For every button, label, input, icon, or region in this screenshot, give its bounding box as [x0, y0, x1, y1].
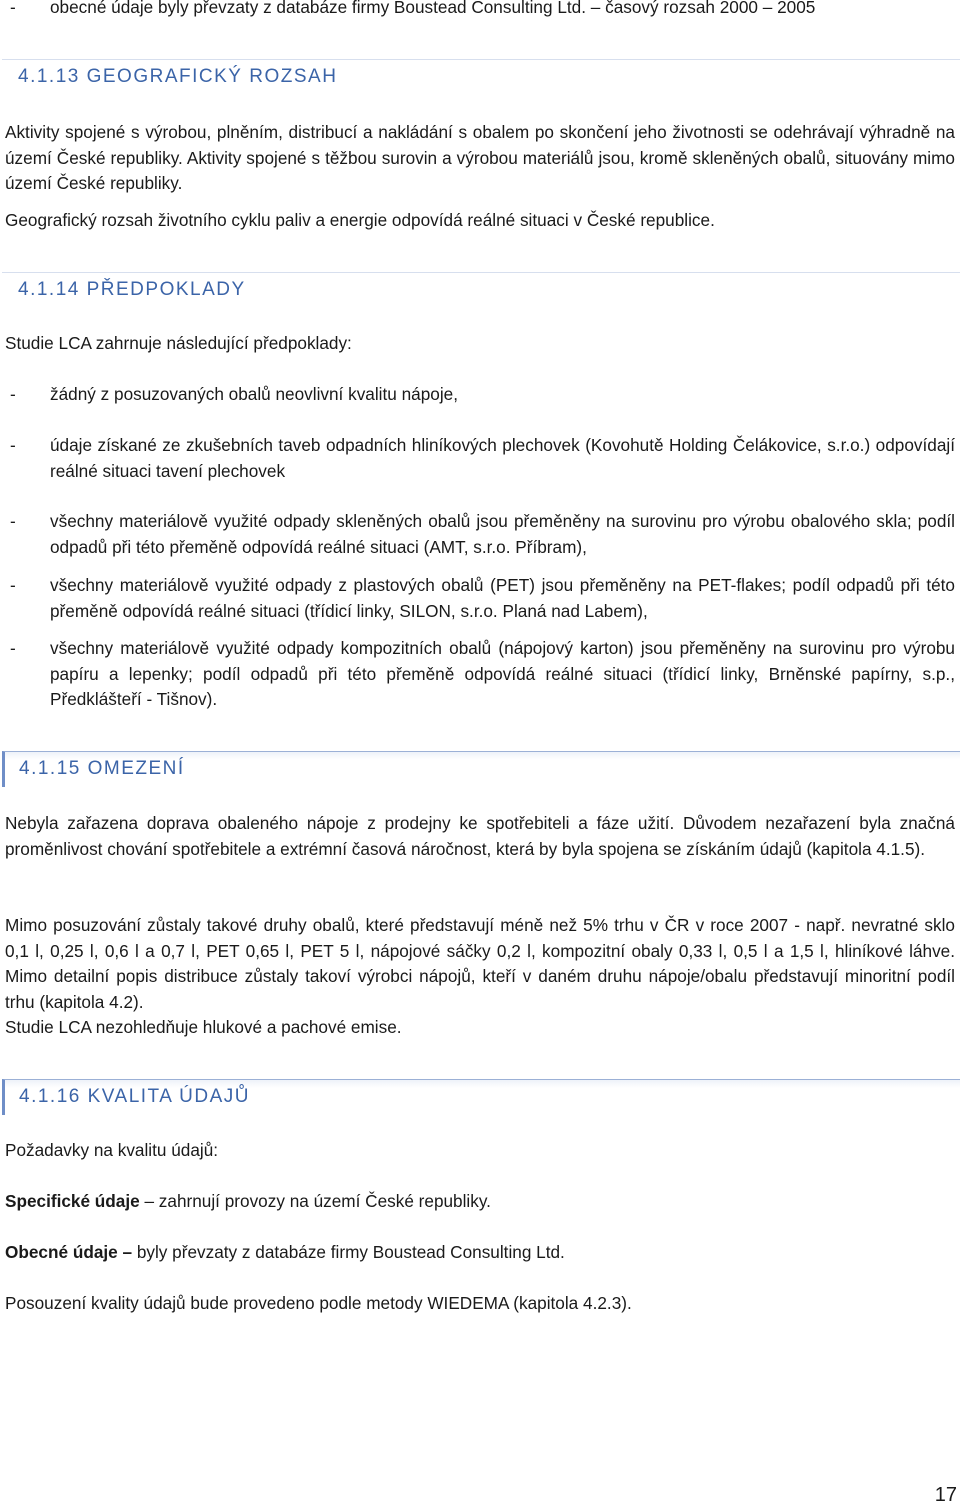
paragraph-specific-data [5, 1189, 955, 1215]
paragraph: Aktivity spojené s výrobou, plněním, distribucí a nakládání s obalem po skončení jeho životnosti se odehrávají výhradně na území České republiky. Aktivity spojené s těžbou surovin a výrobou materiálů jsou, kromě skleněných obalů, situovány mimo území České republiky. [5, 122, 955, 194]
section-heading-geograficky-rozsah: 4.1.13 GEOGRAFICKÝ ROZSAH [2, 59, 960, 95]
list-item-text: všechny materiálově využité odpady z plastových obalů (PET) jsou přeměněny na PET-flakes; podíl odpadů při této přeměně odpovídá reálné situaci (třídicí linky, SILON, s.r.o. Planá nad Labem), [50, 575, 955, 621]
paragraph-general-data [5, 1240, 955, 1266]
paragraph-text: byly převzaty z databáze firmy Boustead Consulting Ltd. [132, 1242, 565, 1262]
page-number: 17 [934, 1484, 957, 1506]
list-dash: - [10, 384, 16, 404]
list-item-text: žádný z posuzovaných obalů neovlivní kvalitu nápoje, [50, 384, 458, 404]
paragraph: Posouzení kvality údajů bude provedeno podle metody WIEDEMA (kapitola 4.2.3). [5, 1293, 632, 1313]
list-item-text: obecné údaje byly převzaty z databáze firmy Boustead Consulting Ltd. – časový rozsah 2000 – 2005 [50, 0, 816, 17]
paragraph-text: – zahrnují provozy na území České republiky. [139, 1191, 491, 1211]
list-dash: - [10, 511, 16, 531]
paragraph: Geografický rozsah životního cyklu paliv a energie odpovídá reálné situaci v České republice. [5, 210, 715, 230]
list-dash: - [10, 0, 16, 17]
paragraph: Mimo posuzování zůstaly takové druhy obalů, které představují méně než 5% trhu v ČR v roce 2007 - např. nevratné sklo 0,1 l, 0,25 l, 0,6 l a 0,7 l, PET 0,65 l, PET 5 l, nápojové sáčky 0,2 l, kompozitní obaly 0,33 l, 0,5 l a 1,5 l, hliníkové láhve. Mimo detailní popis distribuce zůstaly takoví výrobci nápojů, kteří v daném druhu nápoje/obalu představují minoritní podíl trhu (kapitola 4.2). [5, 915, 955, 1012]
list-item-text: údaje získané ze zkušebních taveb odpadních hliníkových plechovek (Kovohutě Holding Čelákovice, s.r.o.) odpovídají reálné situaci tavení plechovek [50, 435, 955, 481]
paragraph: Požadavky na kvalitu údajů: [5, 1140, 219, 1160]
section-heading-kvalita-udaju: 4.1.16 KVALITA ÚDAJŮ [2, 1079, 960, 1115]
section-heading-omezeni: 4.1.15 OMEZENÍ [2, 751, 960, 787]
bold-label: Specifické údaje [5, 1191, 140, 1211]
list-dash: - [10, 638, 16, 658]
list-dash: - [10, 435, 16, 455]
list-item-text: všechny materiálově využité odpady skleněných obalů jsou přeměněny na surovinu pro výrobu obalového skla; podíl odpadů při této přeměně odpovídá reálné situaci (AMT, s.r.o. Příbram), [50, 511, 955, 557]
paragraph: Nebyla zařazena doprava obaleného nápoje z prodejny ke spotřebiteli a fáze užití. Důvodem nezařazení byla značná proměnlivost chování spotřebitele a extrémní časová náročnost, která by byla spojena se získáním údajů (kapitola 4.1.5). [5, 813, 955, 859]
list-item-text: všechny materiálově využité odpady kompozitních obalů (nápojový karton) jsou přeměněny na surovinu pro výrobu papíru a lepenky; podíl odpadů při této přeměně odpovídá reálné situaci (třídicí linky, Brněnské papírny, s.p., Předklášteří - Tišnov). [50, 638, 955, 710]
bold-label: Obecné údaje – [5, 1242, 133, 1262]
paragraph: Studie LCA zahrnuje následující předpoklady: [5, 333, 352, 353]
section-heading-predpoklady: 4.1.14 PŘEDPOKLADY [2, 272, 960, 308]
paragraph: Studie LCA nezohledňuje hlukové a pachové emise. [5, 1017, 402, 1037]
list-dash: - [10, 575, 16, 595]
